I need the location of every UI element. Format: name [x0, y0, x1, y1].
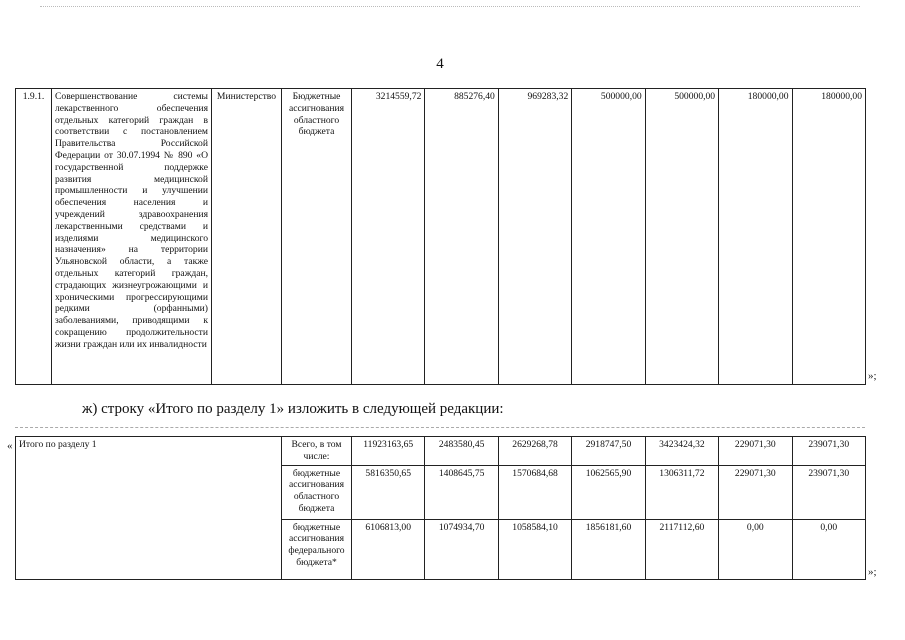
- amendment-instruction: ж) строку «Итого по разделу 1» изложить в следующей редакции:: [82, 401, 504, 417]
- total-value: 3423424,32: [645, 437, 718, 466]
- table-row: [16, 89, 866, 385]
- regional-value: 1408645,75: [425, 465, 498, 519]
- total-value: 2483580,45: [425, 437, 498, 466]
- opening-quote: «: [7, 440, 13, 452]
- regional-value: 239071,30: [792, 465, 865, 519]
- regional-value: 1062565,90: [572, 465, 645, 519]
- row-executor: Министерство: [212, 89, 282, 385]
- scan-artifact-line: [15, 427, 865, 428]
- program-row-table: [15, 88, 866, 385]
- regional-value: 1570684,68: [498, 465, 571, 519]
- value-year-6: 180000,00: [792, 89, 865, 385]
- federal-value: 1856181,60: [572, 519, 645, 579]
- federal-value: 2117112,60: [645, 519, 718, 579]
- federal-value: 6106813,00: [352, 519, 425, 579]
- value-year-4: 500000,00: [645, 89, 718, 385]
- row-description: Совершенствование системы лекарственного обеспечения отдельных категорий граждан в соответствии с постановлением Правительства Российской Федерации от 30.07.1994 № 890 «О государственной поддержке развития медицинской промышленности и улучшении обеспечения населения и учреждений здравоохранения лекарственными средствами и изделиями медицинского назначения» на территории Ульяновской области, а также отдельных категорий граждан, страдающих жизнеугрожающими и хроническими прогрессирующими редкими (орфанными) заболеваниями, приводящими к сокращению продолжительности жизни граждан или их инвалидности: [52, 89, 212, 385]
- value-year-3: 500000,00: [572, 89, 645, 385]
- value-year-2: 969283,32: [498, 89, 571, 385]
- closing-quote-1: »;: [868, 370, 877, 382]
- regional-value: 1306311,72: [645, 465, 718, 519]
- scan-artifact-top: [40, 6, 860, 7]
- total-value: 11923163,65: [352, 437, 425, 466]
- closing-quote-2: »;: [868, 566, 877, 578]
- federal-value: 0,00: [792, 519, 865, 579]
- value-year-1: 885276,40: [425, 89, 498, 385]
- total-label: Итого по разделу 1: [16, 437, 282, 580]
- federal-value: 1058584,10: [498, 519, 571, 579]
- federal-value: 1074934,70: [425, 519, 498, 579]
- row-index: 1.9.1.: [16, 89, 52, 385]
- total-source-all: Всего, в том числе:: [282, 437, 352, 466]
- total-source-federal: бюджетные ассигнования федерального бюджета*: [282, 519, 352, 579]
- total-source-regional: бюджетные ассигнования областного бюджета: [282, 465, 352, 519]
- regional-value: 5816350,65: [352, 465, 425, 519]
- federal-value: 0,00: [719, 519, 792, 579]
- total-value: 2918747,50: [572, 437, 645, 466]
- total-value: 239071,30: [792, 437, 865, 466]
- table-row: [16, 437, 866, 466]
- regional-value: 229071,30: [719, 465, 792, 519]
- page-number: 4: [436, 56, 444, 72]
- value-year-5: 180000,00: [719, 89, 792, 385]
- total-value: 229071,30: [719, 437, 792, 466]
- total-value: 2629268,78: [498, 437, 571, 466]
- row-funding-source: Бюджетные ассигнования областного бюджета: [282, 89, 352, 385]
- value-total: 3214559,72: [352, 89, 425, 385]
- section-total-table: [15, 436, 866, 580]
